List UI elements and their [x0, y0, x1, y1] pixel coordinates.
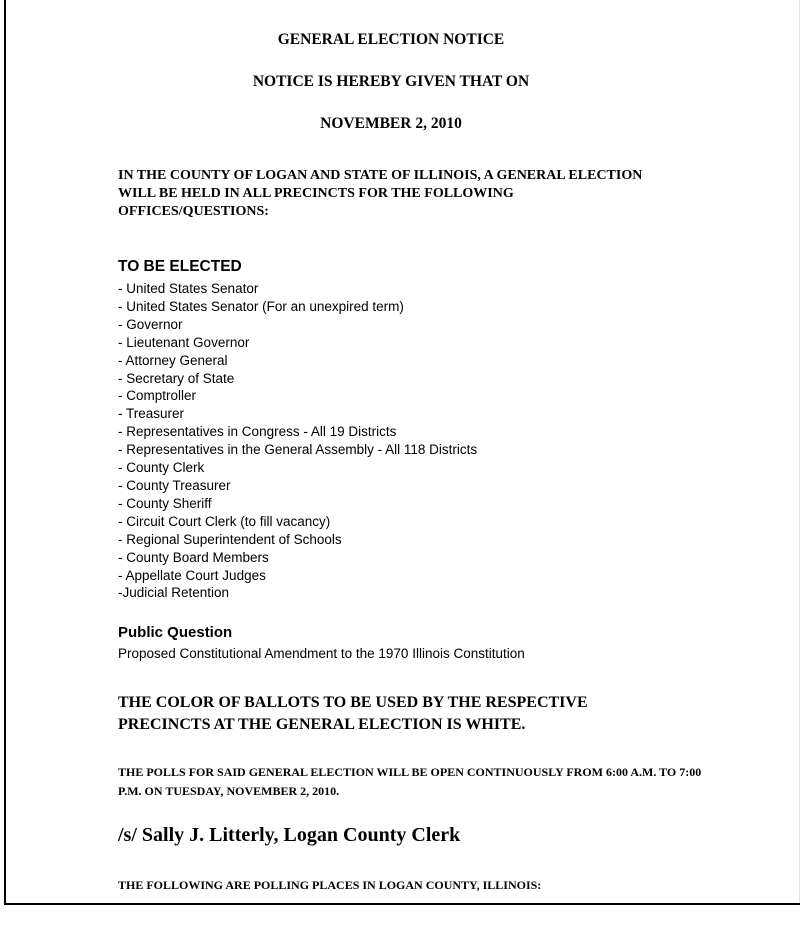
public-question-heading: Public Question [118, 624, 233, 642]
list-item: - United States Senator (For an unexpired term) [118, 298, 404, 314]
document-content [118, 0, 702, 893]
list-item: - Regional Superintendent of Schools [118, 531, 342, 547]
elected-list [118, 280, 693, 602]
election-date-line: NOVEMBER 2, 2010 [320, 115, 462, 132]
list-item: - County Treasurer [118, 477, 231, 493]
scan-edge-right [799, 0, 800, 903]
polls-open-paragraph: THE POLLS FOR SAID GENERAL ELECTION WILL BE OPEN CONTINUOUSLY FROM 6:00 A.M. TO 7:00 P.M. ON TUESDAY, NOVEMBER 2, 2010. [118, 765, 702, 799]
list-item: - Representatives in Congress - All 19 Districts [118, 424, 397, 440]
ballot-color-paragraph: THE COLOR OF BALLOTS TO BE USED BY THE RESPECTIVE PRECINCTS AT THE GENERAL ELECTION IS WHITE. [118, 694, 588, 734]
list-item: - Treasurer [118, 406, 185, 422]
polling-places-heading: THE FOLLOWING ARE POLLING PLACES IN LOGAN COUNTY, ILLINOIS: [118, 878, 542, 893]
list-item: - County Board Members [118, 549, 269, 565]
list-item: - Representatives in the General Assembly - All 118 Districts [118, 442, 478, 458]
list-item: - United States Senator [118, 281, 259, 296]
title-block [118, 0, 664, 132]
notice-given-line: NOTICE IS HEREBY GIVEN THAT ON [252, 73, 530, 90]
list-item: - Comptroller [118, 388, 197, 404]
list-item: - Circuit Court Clerk (to fill vacancy) [118, 513, 331, 529]
scan-edge-left [4, 0, 6, 905]
list-item: - County Clerk [118, 460, 205, 476]
list-item: -Judicial Retention [118, 585, 230, 601]
intro-paragraph: IN THE COUNTY OF LOGAN AND STATE OF ILLINOIS, A GENERAL ELECTION WILL BE HELD IN ALL PRECINCTS FOR THE FOLLOWING OFFICES/QUESTIONS: [118, 168, 643, 219]
list-item: - County Sheriff [118, 495, 212, 511]
public-question-text: Proposed Constitutional Amendment to the 1970 Illinois Constitution [118, 646, 525, 662]
list-item: - Attorney General [118, 352, 228, 368]
list-item: - Lieutenant Governor [118, 334, 250, 350]
scan-edge-bottom [4, 903, 800, 905]
list-item: - Governor [118, 316, 183, 332]
document-title: GENERAL ELECTION NOTICE [277, 31, 505, 48]
list-item: - Appellate Court Judges [118, 567, 266, 583]
clerk-signature-line: /s/ Sally J. Litterly, Logan County Clerk [118, 824, 461, 847]
list-item: - Secretary of State [118, 370, 235, 386]
to-be-elected-heading: TO BE ELECTED [118, 258, 242, 275]
